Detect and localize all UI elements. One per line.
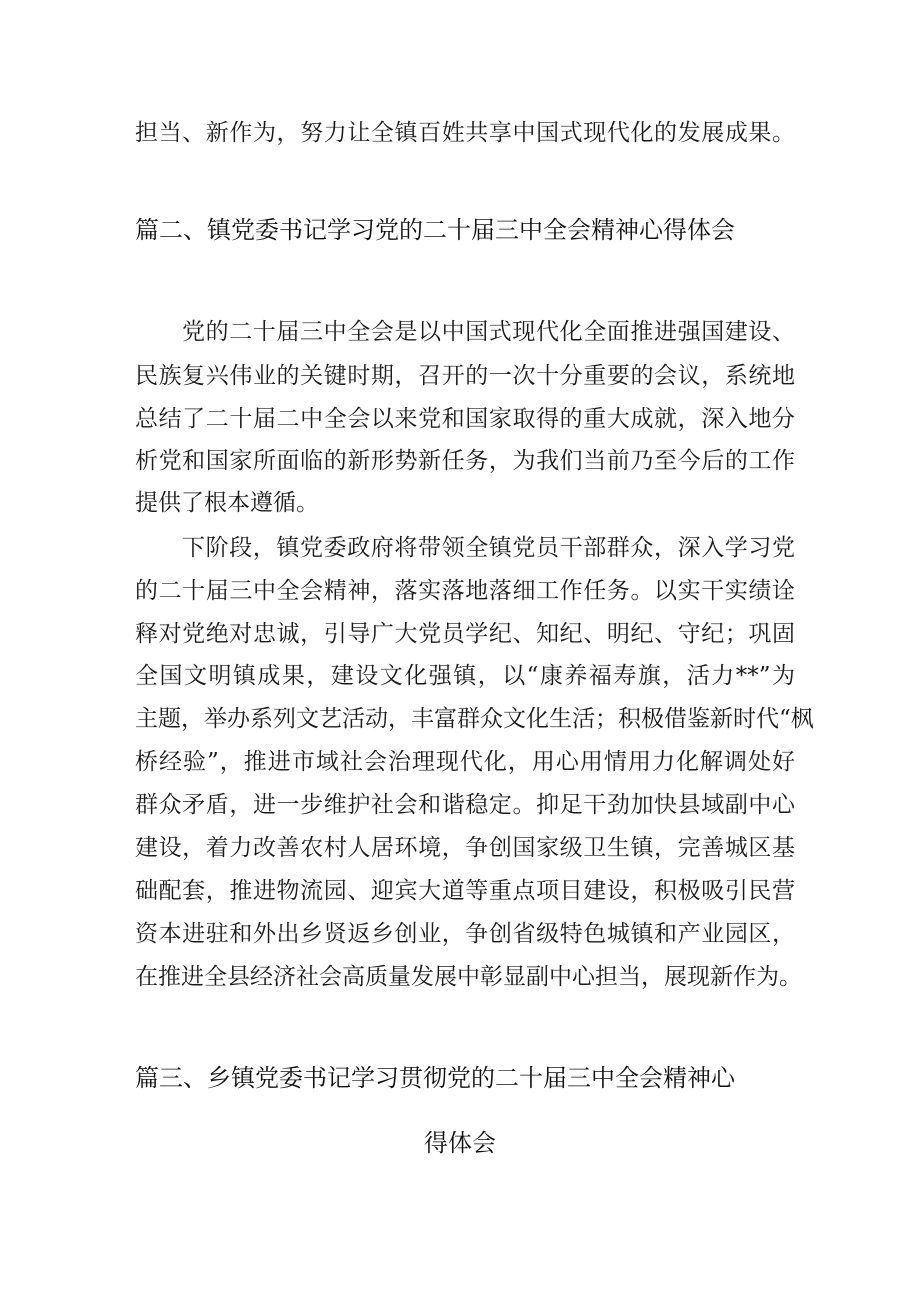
paragraph-line: 群众矛盾，进一步维护社会和谐稳定。抑足干劲加快县域副中心 [135,792,795,818]
paragraph-line: 在推进全县经济社会高质量发展中彰显副中心担当，展现新作为。 [135,964,802,990]
section-2-title: 篇二、镇党委书记学习党的二十届三中全会精神心得体会 [135,216,735,244]
continuation-line: 担当、新作为，努力让全镇百姓共享中国式现代化的发展成果。 [135,120,795,146]
paragraph-line: 总结了二十届二中全会以来党和国家取得的重大成就，深入地分 [135,406,795,432]
paragraph-line: 析党和国家所面临的新形势新任务，为我们当前乃至今后的工作 [135,448,795,474]
paragraph-line: 主题，举办系列文艺活动，丰富群众文化生活；积极借鉴新时代“枫 [135,706,814,732]
paragraph-line: 建设，着力改善农村人居环境，争创国家级卫生镇，完善城区基 [135,835,795,861]
section-3-title-continued: 得体会 [424,1129,496,1157]
paragraph-line: 民族复兴伟业的关键时期，召开的一次十分重要的会议，系统地 [135,363,795,389]
paragraph-line: 释对党绝对忠诚，引导广大党员学纪、知纪、明纪、守纪；巩固 [135,621,795,647]
paragraph-line: 桥经验”，推进市域社会治理现代化，用心用情用力化解调处好 [135,749,795,775]
paragraph-line: 全国文明镇成果，建设文化强镇，以“康养福寿旗，活力**”为 [135,663,795,689]
paragraph-line: 础配套，推进物流园、迎宾大道等重点项目建设，积极吸引民营 [135,878,795,904]
paragraph-line: 的二十届三中全会精神，落实落地落细工作任务。以实干实绩诠 [135,578,795,604]
paragraph-line: 党的二十届三中全会是以中国式现代化全面推进强国建设、 [182,319,795,345]
paragraph-line: 资本进驻和外出乡贤返乡创业，争创省级特色城镇和产业园区， [135,921,795,947]
section-3-title: 篇三、乡镇党委书记学习贯彻党的二十届三中全会精神心 [135,1064,735,1092]
paragraph-line: 下阶段，镇党委政府将带领全镇党员干部群众，深入学习党 [182,535,795,561]
paragraph-line: 提供了根本遵循。 [135,490,319,516]
